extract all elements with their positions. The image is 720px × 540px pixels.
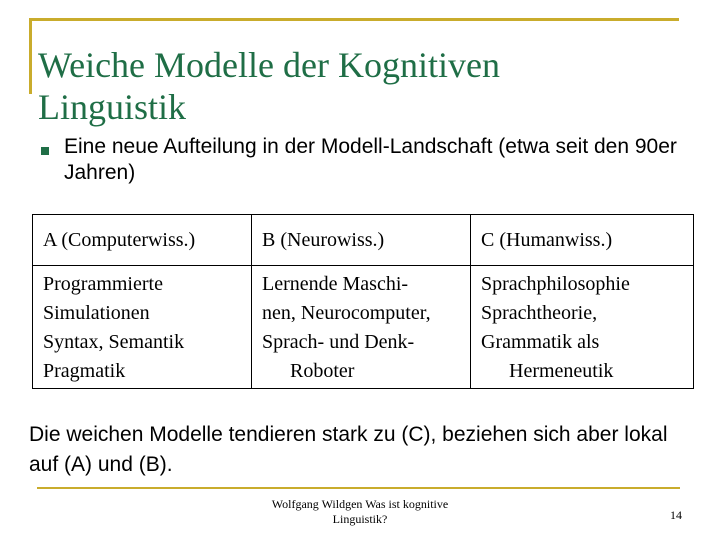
footer-author-title (240, 497, 480, 527)
table-row (33, 266, 694, 389)
table-cell-c (471, 266, 694, 389)
table-header-row (33, 215, 694, 266)
title-frame-left-rule (29, 18, 32, 94)
footer-line-1: Wolfgang Wildgen Was ist kognitive (271, 497, 449, 511)
cell-line: Pragmatik (43, 360, 126, 382)
footer-line-2: Linguistik? (332, 512, 388, 526)
cell-line: Simulationen (43, 302, 150, 324)
cell-line: Sprachphilosophie (481, 273, 630, 295)
cell-line: nen, Neurocomputer, (262, 302, 431, 324)
table-cell-a (33, 266, 252, 389)
title-frame-top-rule (29, 18, 679, 21)
cell-line: Sprachtheorie, (481, 302, 598, 324)
models-table (32, 214, 694, 389)
bullet-text: Eine neue Aufteilung in der Modell-Landschaft (etwa seit den 90er Jahren) (64, 135, 677, 184)
page-number: 14 (670, 508, 682, 522)
cell-line: Sprach- und Denk- (262, 331, 415, 353)
cell-line: Lernende Maschi- (262, 273, 409, 295)
cell-line: Hermeneutik (509, 360, 614, 382)
cell-line: Grammatik als (481, 331, 600, 353)
table-cell-b (252, 266, 471, 389)
cell-line: Programmierte (43, 273, 163, 295)
table-header-a: A (Computerwiss.) (33, 215, 252, 266)
cell-line: Syntax, Semantik (43, 331, 185, 353)
conclusion-text: Die weichen Modelle tendieren stark zu (C), beziehen sich aber lokal auf (A) und (B). (29, 423, 668, 476)
bullet-square-icon (41, 147, 49, 155)
footer-rule (37, 487, 680, 489)
table-header-b: B (Neurowiss.) (252, 215, 471, 266)
table-header-c: C (Humanwiss.) (471, 215, 694, 266)
cell-line: Roboter (290, 360, 355, 382)
slide-title: Weiche Modelle der Kognitiven Linguistik (38, 45, 500, 127)
